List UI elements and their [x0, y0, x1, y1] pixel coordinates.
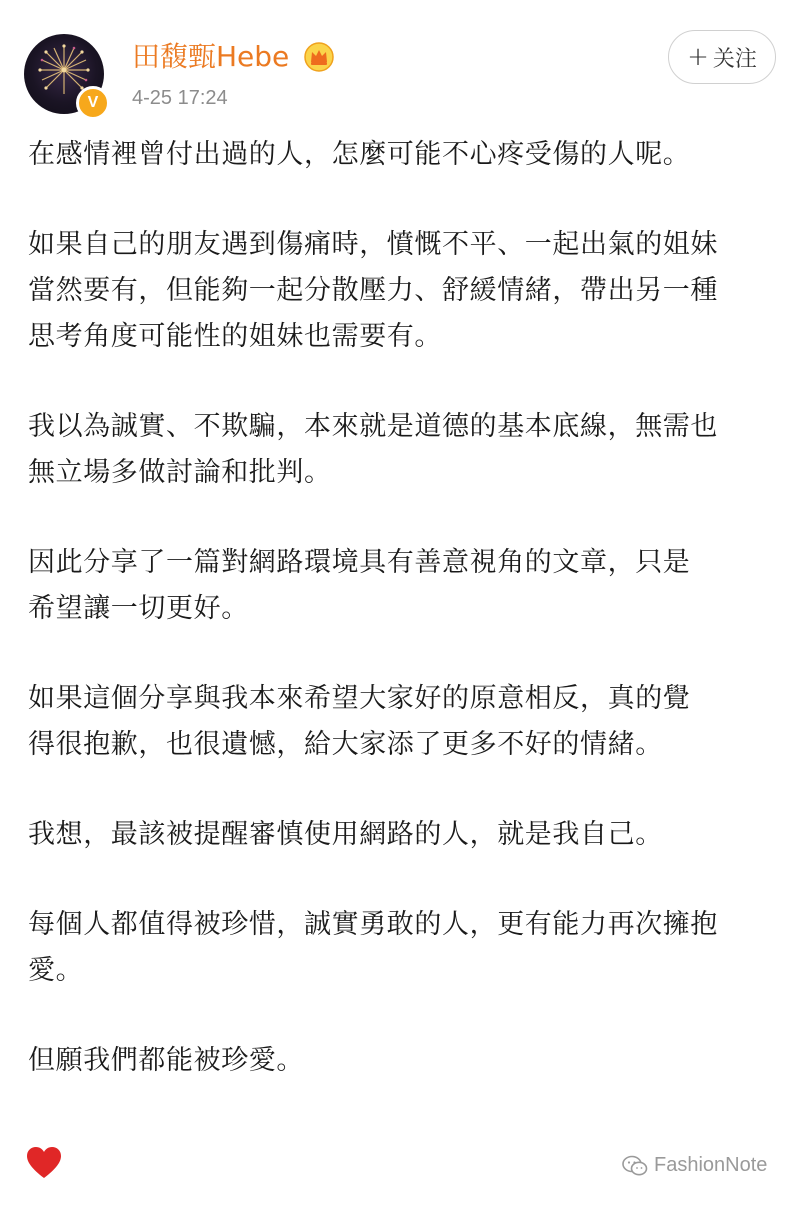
post-text-line: 希望讓一切更好。 — [28, 593, 249, 624]
watermark-text: FashionNote — [654, 1154, 768, 1176]
post-text-line: 無立場多做討論和批判。 — [28, 457, 332, 488]
paragraph-gap — [28, 360, 773, 404]
plus-icon: + — [687, 42, 709, 72]
post-text-line: 每個人都值得被珍惜，誠實勇敢的人，更有能力再次擁抱 — [28, 909, 718, 940]
post-text-line: 如果自己的朋友遇到傷痛時，憤慨不平、一起出氣的姐妹 — [28, 229, 718, 260]
author-name[interactable]: 田馥甄Hebe — [132, 40, 290, 73]
post-text-line: 思考角度可能性的姐妹也需要有。 — [28, 321, 442, 352]
post-timestamp: 4-25 17:24 — [132, 87, 228, 109]
watermark — [622, 1154, 767, 1177]
wechat-icon — [622, 1155, 648, 1177]
post-text-line: 愛。 — [28, 955, 84, 986]
post-text-line: 在感情裡曾付出過的人，怎麼可能不心疼受傷的人呢。 — [28, 139, 691, 170]
post-header — [0, 0, 800, 130]
paragraph-gap — [28, 994, 773, 1038]
post-text-line: 我想，最該被提醒審慎使用網路的人，就是我自己。 — [28, 819, 663, 850]
paragraph-gap — [28, 632, 773, 676]
post-content — [28, 132, 773, 1084]
follow-label: 关注 — [712, 46, 757, 72]
post-text-line: 如果這個分享與我本來希望大家好的原意相反，真的覺 — [28, 683, 691, 714]
post-text-line: 得很抱歉，也很遺憾，給大家添了更多不好的情緒。 — [28, 729, 663, 760]
paragraph-gap — [28, 768, 773, 812]
post-text-line: 因此分享了一篇對網路環境具有善意視角的文章，只是 — [28, 547, 691, 578]
crown-icon — [304, 42, 334, 72]
heart-icon[interactable] — [26, 1146, 62, 1180]
post-text-line: 我以為誠實、不欺騙，本來就是道德的基本底線，無需也 — [28, 411, 718, 442]
paragraph-gap — [28, 858, 773, 902]
post-text-line: 當然要有，但能夠一起分散壓力、舒緩情緒，帶出另一種 — [28, 275, 718, 306]
post-text-line: 但願我們都能被珍愛。 — [28, 1045, 304, 1076]
paragraph-gap — [28, 178, 773, 222]
verified-badge-icon: V — [76, 86, 110, 120]
follow-button[interactable] — [668, 30, 776, 84]
paragraph-gap — [28, 496, 773, 540]
